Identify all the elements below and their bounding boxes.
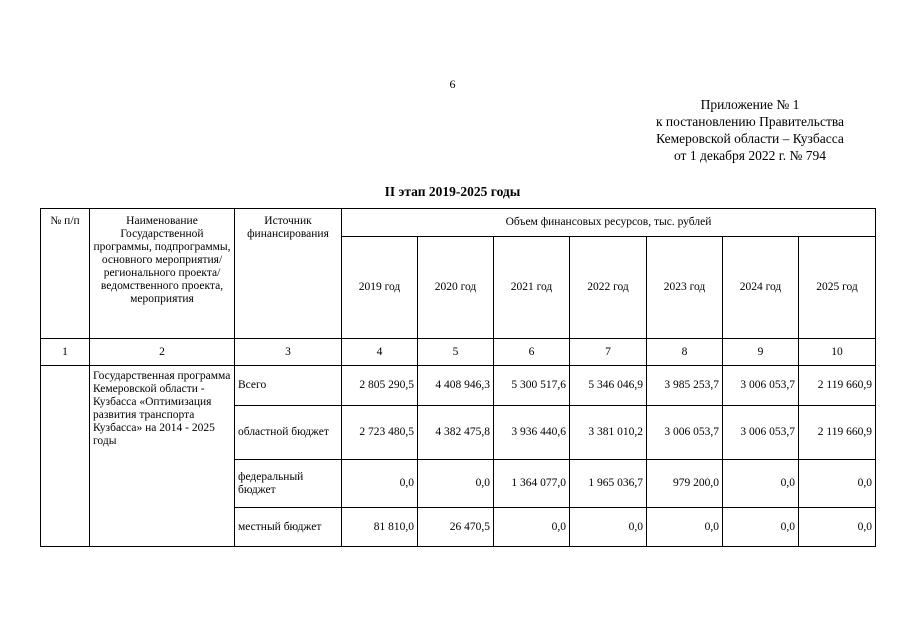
stage-title: II этап 2019-2025 годы	[384, 184, 521, 199]
appendix-block	[600, 96, 900, 164]
value-cell: 4 382 475,8	[418, 406, 494, 460]
value-cell: 26 470,5	[418, 508, 494, 547]
source-cell: Всего	[235, 366, 342, 406]
header-year: 2024 год	[723, 237, 799, 339]
header-year: 2023 год	[647, 237, 723, 339]
value-cell: 3 006 053,7	[647, 406, 723, 460]
column-number: 8	[647, 339, 723, 366]
source-cell: федеральный бюджет	[235, 460, 342, 508]
page-number: 6	[449, 77, 456, 91]
value-cell: 0,0	[723, 460, 799, 508]
column-number: 3	[235, 339, 342, 366]
value-cell: 5 300 517,6	[494, 366, 570, 406]
value-cell: 0,0	[799, 460, 876, 508]
column-number: 6	[494, 339, 570, 366]
value-cell: 0,0	[342, 460, 418, 508]
appendix-line-3: Кемеровской области – Кузбасса	[656, 131, 844, 146]
header-name: Наименование Государственной программы, подпрограммы, основного мероприятия/ регионального проекта/ведомственного проекта, мероприятия	[90, 209, 235, 339]
table-row	[41, 366, 876, 406]
value-cell: 81 810,0	[342, 508, 418, 547]
column-number: 5	[418, 339, 494, 366]
header-year: 2025 год	[799, 237, 876, 339]
value-cell: 0,0	[799, 508, 876, 547]
value-cell: 2 119 660,9	[799, 406, 876, 460]
value-cell: 1 965 036,7	[570, 460, 647, 508]
column-number: 1	[41, 339, 90, 366]
source-cell: местный бюджет	[235, 508, 342, 547]
column-number: 4	[342, 339, 418, 366]
header-year: 2019 год	[342, 237, 418, 339]
program-name: Государственная программа Кемеровской области - Кузбасса «Оптимизация развития транспорта Кузбасса» на 2014 - 2025 годы	[90, 366, 235, 547]
value-cell: 3 006 053,7	[723, 366, 799, 406]
value-cell: 3 985 253,7	[647, 366, 723, 406]
source-cell: областной бюджет	[235, 406, 342, 460]
value-cell: 3 381 010,2	[570, 406, 647, 460]
appendix-line-1: Приложение № 1	[700, 97, 800, 112]
value-cell: 0,0	[723, 508, 799, 547]
value-cell: 0,0	[418, 460, 494, 508]
value-cell: 2 805 290,5	[342, 366, 418, 406]
financing-table	[40, 208, 876, 547]
value-cell: 4 408 946,3	[418, 366, 494, 406]
value-cell: 1 364 077,0	[494, 460, 570, 508]
row-num-cell	[41, 366, 90, 547]
value-cell: 3 006 053,7	[723, 406, 799, 460]
header-volume: Объем финансовых ресурсов, тыс. рублей	[342, 209, 876, 237]
value-cell: 0,0	[494, 508, 570, 547]
value-cell: 5 346 046,9	[570, 366, 647, 406]
header-year: 2021 год	[494, 237, 570, 339]
value-cell: 3 936 440,6	[494, 406, 570, 460]
appendix-line-4: от 1 декабря 2022 г. № 794	[673, 148, 827, 163]
value-cell: 2 723 480,5	[342, 406, 418, 460]
column-number: 7	[570, 339, 647, 366]
header-num: № п/п	[41, 209, 90, 339]
value-cell: 2 119 660,9	[799, 366, 876, 406]
value-cell: 0,0	[647, 508, 723, 547]
column-number: 10	[799, 339, 876, 366]
column-number: 2	[90, 339, 235, 366]
value-cell: 0,0	[570, 508, 647, 547]
header-year: 2022 год	[570, 237, 647, 339]
column-number-row	[41, 339, 876, 366]
column-number: 9	[723, 339, 799, 366]
header-source: Источник финансирования	[235, 209, 342, 339]
appendix-line-2: к постановлению Правительства	[655, 114, 845, 129]
value-cell: 979 200,0	[647, 460, 723, 508]
header-year: 2020 год	[418, 237, 494, 339]
